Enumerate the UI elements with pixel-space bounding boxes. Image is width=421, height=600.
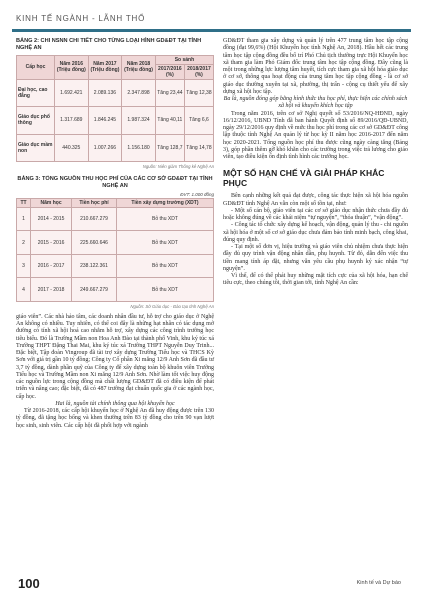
table2-cell-2017: 1.007.266 [88, 134, 122, 161]
right-paragraph-5: - Một số cán bộ, giáo viên tại các cơ sở giáo dục nhận thức chưa đầy đủ hoặc không đúng về các khái niệm “tự nguyện”, “thỏa thuận”, “vận động”. [223, 207, 408, 221]
left-subheading-2: Hai là, nguồn tài chính thông qua hội khuyến học [55, 400, 175, 407]
right-paragraph-1: GD&ĐT tham gia xây dựng và quản lý trên 477 trung tâm học tập cộng đồng (đạt 99,6%) (Hội Khuyến học tỉnh Nghệ An, 2018). Hầu hết các trung tâm học tập cộng đồng đều bố trí Phó Chủ tịch thường trực Hội Khuyến học xã tham gia làm Phó Giám đốc trung tâm học tập cộng đồng. Đây cũng là một trong những lực lượng tâm huyết, tích cực tham gia xã hội hóa giáo dục ở cơ sở, thông qua hoạt động của trung tâm học tập cộng đồng - là cơ sở giáo dục thường xuyên tại xã, phường, thị trấn - cộng cụ thiết yếu để xây dựng xã hội học tập. [223, 38, 408, 95]
table3-header-year: Năm học [31, 198, 72, 207]
table-row [17, 254, 214, 278]
right-paragraph-3: Trong năm 2016, trên cơ sở Nghị quyết số 53/2016/NQ-HĐND, ngày 16/12/2016, UBND Tỉnh đã ban hành Quyết định số 89/2016/QĐ-UBND, ngày 29/12/2016 quy định về mức thu học phí trong các cơ sở GD&ĐT công lập thuộc tỉnh Nghệ An quản lý từ học kỳ II năm học 2016-2017 đến năm học 2020-2021. Tổng nguồn học phí thu được cũng ngày càng tăng (Bảng 3), góp phần thêm gỡ khó khăn cho các trường trong việc trả lương cho giáo viên, tạo điều kiện ổn định tình hình các trường học. [223, 110, 408, 160]
right-paragraph-4: Bên cạnh những kết quả đạt được, công tác thực hiện xã hội hóa nguồn GD&ĐT tỉnh Nghệ An vẫn còn một số tồn tại, như: [223, 193, 408, 207]
table3-cell-year: 2016 - 2017 [31, 254, 72, 278]
right-subheading-3: Ba là, nguồn đóng góp bằng hình thức thu học phí, thực hiện các chính sách xã hội và khuyến khích học tập [223, 96, 408, 110]
table2-source: Nguồn: Niên giám Thống kê Nghệ An [142, 163, 214, 169]
right-paragraph-8: Vì thế, để có thể phát huy những mặt tích cực của xã hội hóa, hạn chế tiêu cực, theo chúng tôi, thời gian tới, tỉnh Nghệ An cần: [223, 273, 408, 287]
table2-cell-2016: 1.317.689 [55, 107, 89, 134]
table2-header-2016: Năm 2016 (Triệu đồng) [55, 55, 89, 79]
table2-cell-level: Giáo dục mầm non [17, 134, 55, 161]
table3-cell-tt: 3 [17, 254, 31, 278]
table3-source: Nguồn: Sở Giáo dục - Đào tạo tỉnh Nghệ An [130, 303, 214, 309]
table2-cell-1716: Tăng 40,11 [155, 107, 184, 134]
left-paragraph-3: Từ 2016-2018, các cấp hội khuyến học ở Nghệ An đã huy động được trên 130 tỷ đồng, đã tặng học bổng và khen thưởng trên 83 tỷ đồng cho trên 90 vạn lượt học sinh, sinh viên. Các cấp hội đã phối hợp với ngành [16, 408, 214, 429]
table3-cell-tt: 4 [17, 278, 31, 302]
table3-cell-xdt: Bỏ thu XDT [116, 278, 213, 302]
left-column [16, 38, 214, 430]
table3-cell-fee: 249.667.279 [72, 278, 117, 302]
table3-cell-fee: 225.660.646 [72, 231, 117, 255]
magazine-name: Kinh tế và Dự báo [356, 580, 401, 586]
table2-cell-2017: 1.846.245 [88, 107, 122, 134]
table3-cell-xdt: Bỏ thu XDT [116, 231, 213, 255]
table3-unit: ĐVT: 1.000 đồng [180, 191, 214, 197]
table2-cell-2016: 1.692.421 [55, 79, 89, 106]
table-row [17, 107, 214, 134]
table2-header-1817: 2018/2017 (%) [184, 64, 213, 79]
table2-header-level: Cấp học [17, 55, 55, 79]
table2-cell-1817: Tăng 12,38 [184, 79, 213, 106]
table-row [17, 79, 214, 106]
table2-cell-2018: 2.347.898 [122, 79, 156, 106]
right-column [223, 38, 408, 288]
table3-cell-xdt: Bỏ thu XDT [116, 207, 213, 231]
table3-cell-fee: 238.122.361 [72, 254, 117, 278]
table-row [17, 134, 214, 161]
table2-cell-2017: 2.089.136 [88, 79, 122, 106]
right-paragraph-6: - Công tác tổ chức xây dựng kế hoạch, vận động, quản lý thu - chi nguồn xã hội hóa ở một số cơ sở giáo dục chưa đảm bảo tính minh bạch, công khai, đúng quy định. [223, 222, 408, 243]
table-row [17, 207, 214, 231]
table3 [16, 198, 214, 302]
table3-header-tt: TT [17, 198, 31, 207]
table3-cell-year: 2014 - 2015 [31, 207, 72, 231]
table2-header-2017: Năm 2017 (Triệu đồng) [88, 55, 122, 79]
table3-header-fee: Tiền học phí [72, 198, 117, 207]
table2-cell-1716: Tăng 23,44 [155, 79, 184, 106]
table2-cell-2018: 1.987.324 [122, 107, 156, 134]
table2 [16, 55, 214, 162]
table3-cell-tt: 2 [17, 231, 31, 255]
right-paragraph-7: - Tại một số đơn vị, hiệu trưởng và giáo viên chủ nhiệm chưa thực hiện đầy đủ quy trình vận động nhân dân, phụ huynh. Từ đó, dẫn đến việc thu tiền mang tính áp đặt, nhưng vẫn yêu cầu phụ huynh ký xác nhận “tự nguyện”. [223, 244, 408, 272]
table3-header-xdt: Tiền xây dựng trường (XDT) [116, 198, 213, 207]
table2-cell-2016: 440.325 [55, 134, 89, 161]
table3-cell-year: 2015 - 2016 [31, 231, 72, 255]
table3-cell-tt: 1 [17, 207, 31, 231]
table2-title: BẢNG 2: CHI NSNN CHI TIẾT CHO TỪNG LOẠI HÌNH GD&ĐT TẠI TỈNH NGHỆ AN [16, 38, 202, 51]
table2-header-compare: So sánh [155, 55, 213, 64]
table3-cell-year: 2017 - 2018 [31, 278, 72, 302]
table2-cell-2018: 1.156.180 [122, 134, 156, 161]
table3-cell-xdt: Bỏ thu XDT [116, 254, 213, 278]
page-header [12, 8, 411, 34]
table2-header-1716: 2017/2016 (%) [155, 64, 184, 79]
left-paragraph-1: giáo viên”. Các nhà hảo tâm, các doanh nhân đầu tư, hỗ trợ cho giáo dục ở Nghệ An không có nhiều. Tuy nhiên, có thể coi đây là những hạt nhân có tác dụng mở đường có tính xã hội hoá cao nhằm hỗ trợ, xây dựng các công trình trường học tiêu biểu. Đó là Trường Mầm non Hoa Anh Đào tại thành phố Vinh, khu ký túc xá Trường THPT Đặng Thai Mai, khu ký túc xá Trường THPT Nguyễn Duy Trinh... Đặc biệt, Tập đoàn Vingroup đã tài trợ xây dựng Trường Tiểu học và THCS Kỳ Sơn với giá trị gần 10 tỷ đồng; Công ty Cổ phần Xi măng 12/9 Anh Sơn đã đầu tư 3,7 tỷ đồng, dành phần quỹ của Công ty để xây dựng toàn bộ khuôn viên Trường Tiểu học và Trường Mầm non Xi măng 12/9 Anh Sơn. Nhờ làm tốt việc huy động các nguồn lực trong cộng đồng mà chất lượng GD&ĐT đã có điều kiện để phát triển và nâng cao; đặc biệt, đã có 487 trường đạt chuẩn quốc gia ở các ngành học, cấp học. [16, 313, 214, 400]
table3-cell-fee: 210.667.279 [72, 207, 117, 231]
table2-cell-level: Đại học, cao đẳng [17, 79, 55, 106]
table2-cell-1817: Tăng 14,78 [184, 134, 213, 161]
table3-title: BẢNG 3: TỔNG NGUỒN THU HỌC PHÍ CỦA CÁC CƠ SỞ GD&ĐT TẠI TỈNH NGHỆ AN [17, 175, 213, 189]
section-title: MỘT SỐ HẠN CHẾ VÀ GIẢI PHÁP KHẮC PHỤC [223, 168, 385, 188]
header-rule [12, 29, 411, 32]
table-row [17, 231, 214, 255]
table2-cell-1817: Tăng 6,6 [184, 107, 213, 134]
section-header-title: KINH TẾ NGÀNH - LÃNH THỔ [16, 14, 146, 23]
table2-cell-level: Giáo dục phổ thông [17, 107, 55, 134]
table2-header-2018: Năm 2018 (Triệu đồng) [122, 55, 156, 79]
table-row [17, 278, 214, 302]
page-number: 100 [18, 576, 40, 591]
table2-cell-1716: Tăng 128,7 [155, 134, 184, 161]
